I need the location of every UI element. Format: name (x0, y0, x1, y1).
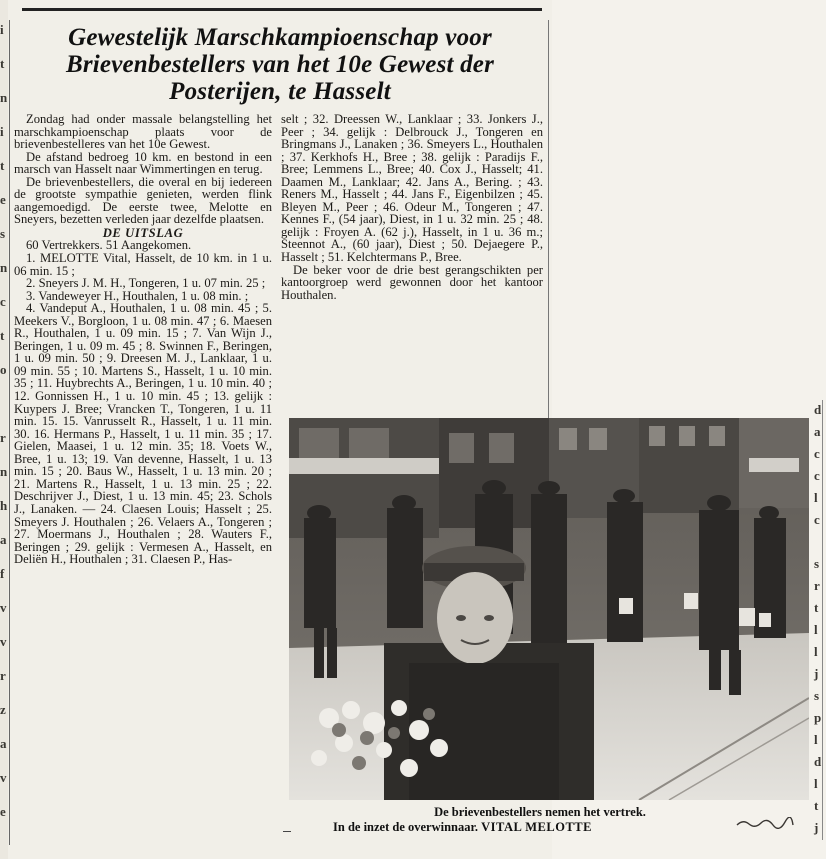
margin-fragment: f (0, 566, 5, 581)
caption-line-2-prefix: In de inzet de overwinnaar. (333, 820, 479, 834)
margin-fragment: a (814, 424, 821, 439)
trophy-paragraph: De beker voor de drie best gerangschikten per kantoorgroep werd gewonnen door het kantoor Houthalen. (281, 262, 543, 302)
margin-fragment: j (814, 820, 819, 835)
headline-line-3: Posterijen, te Hasselt (169, 78, 391, 105)
photographer-signature-mark-icon (735, 817, 795, 829)
article-headline (14, 24, 546, 105)
margin-fragment: e (0, 804, 6, 819)
right-margin-text-fragments (812, 400, 826, 859)
result-entries-32-51: selt ; 32. Dreessen W., Lanklaar ; 33. Jonkers J., Peer ; 34. gelijk : Delbrouck J., Tongeren en Bringmans J., Lanaken ; 36. Smeyers L., Houthalen ; 37. Kerkhofs H., Bree ; 38. gelijk : Paradijs F., Bree; Lemmens L., Bree; 40. Cox J., Hasselt; 41. Daamen M., Lanklaar; 42. Jans A., Bering. ; 43. Reners M., Hasselt ; 44. Jans F., Eigenbilzen ; 45. Bleyen M., Peer ; 46. Odeur M., Tongeren ; 47. Kennes F., (54 jaar), Diest, in 1 u. 32 min. 25 ; 48. gelijk : Froyen A. (62 j.), Hasselt, in 1 u. 36 m.; Steennot A., (60 jaar), Diest ; 50. Dejaegere P., Hasselt ; 51. Kelchtermans P., Bree. (281, 112, 543, 265)
headline-line-2: Brievenbestellers van het 10e Gewest der (65, 51, 495, 78)
margin-fragment: r (0, 430, 6, 445)
margin-fragment: v (0, 600, 7, 615)
result-entry-2: 2. Sneyers J. M. H., Tongeren, 1 u. 07 min. 25 ; (26, 276, 266, 291)
margin-fragment: c (0, 294, 6, 309)
intro-paragraph-2: De afstand bedroeg 10 km. en bestond in een marsch van Hasselt naar Wimmertingen en terug. (14, 149, 272, 177)
margin-fragment: s (814, 688, 820, 703)
intro-paragraph-3: De brievenbestellers, die overal en bij iedereen de grootste sympathie genieten, werden flink aangemoedigd. De eerste twee, Melotte en Sneyers, bezetten verleden jaar dezelfde plaatsen. (14, 174, 272, 227)
margin-fragment: a (0, 532, 7, 547)
margin-fragment: c (814, 446, 820, 461)
parade-photo (289, 418, 809, 800)
result-entries-4-31: 4. Vandeput A., Houthalen, 1 u. 08 min. 45 ; 5. Meekers V., Borgloon, 1 u. 08 min. 47 ; 6. Maesen R., Houthalen, 1 u. 09 min. 15 ; 7. Van Wijn J., Beringen, 1 u. 09 m. 45 ; 8. Swinnen F., Beringen, 1 u. 09 min. 50 ; 9. Dreesen M. J., Lanklaar, 1 u. 09 min. 55 ; 10. Martens S., Hasselt, 1 u. 10 min. 35 ; 11. Huybrechts A., Beringen, 1 u. 10 min. 40 ; 12. Gonnissen H., 1 u. 10 min. 45 ; 13. gelijk : Kuypers J. Bree; Vrancken T., Tongeren, 1 u. 11 min. 15. 15. Vanrusselt R., Hasselt, 1 u. 11 min. 30. 16. Hermans P., Hasselt, 1 u. 11 min. 35 ; 17. Gielen, Maasei, 1 u. 12 min. 35; 18. Voets W., Bree, 1 u. 13; 19. Van devenne, Hasselt, 1 u. 13 min. 15 ; 20. Baus W., Hasselt, 1 u. 13 min. 20 ; 21. Martens R., Hasselt, 1 u. 13 min. 25 ; 22. Deschrijver J., Diest, 1 u. 13 min. 45; 23. Schols J., Lanaken. — 24. Claesen Louis; Hasselt ; 25. Smeyers J. Houthalen ; 26. Velaers A., Tongeren ; 27. Moermans J., Houthalen ; 28. Wauters F., Beringen ; 29. gelijk : Vermesen A., Hasselt, en Deliën H., Houthalen ; 31. Claesen P., Has- (14, 301, 272, 567)
article-column-2 (281, 113, 543, 301)
margin-fragment: e (0, 192, 6, 207)
photo-illustration (289, 418, 809, 800)
top-rule (22, 8, 542, 11)
margin-fragment: j (814, 666, 819, 681)
margin-fragment: d (814, 402, 822, 417)
results-summary: 60 Vertrekkers. 51 Aangekomen. (26, 238, 192, 253)
margin-fragment: i (0, 124, 4, 139)
margin-fragment: r (814, 578, 820, 593)
margin-fragment: t (0, 158, 5, 173)
margin-fragment: a (0, 736, 7, 751)
headline-line-1: Gewestelijk Marschkampioenschap voor (68, 24, 492, 51)
column-rule-far-right (822, 400, 823, 840)
margin-fragment: p (814, 710, 822, 725)
column-end-dash (283, 831, 291, 832)
margin-fragment: l (814, 644, 818, 659)
margin-fragment: c (814, 512, 820, 527)
margin-fragment: z (0, 702, 6, 717)
margin-fragment: v (0, 770, 7, 785)
left-margin-text-fragments (0, 0, 8, 859)
margin-fragment: n (0, 90, 8, 105)
margin-fragment: i (0, 22, 4, 37)
result-entry-1: 1. MELOTTE Vital, Hasselt, de 10 km. in 1 u. 06 min. 15 ; (14, 251, 272, 278)
caption-winner-name: VITAL MELOTTE (481, 820, 592, 834)
photo-caption (300, 805, 780, 835)
results-heading: DE UITSLAG (102, 225, 184, 240)
margin-fragment: t (0, 56, 5, 71)
article-column-1 (14, 113, 272, 566)
caption-line-1: De brievenbestellers nemen het vertrek. (434, 805, 646, 819)
column-rule-left (9, 20, 10, 845)
margin-fragment: l (814, 622, 818, 637)
margin-fragment: s (0, 226, 6, 241)
column-rule-right (548, 20, 549, 430)
margin-fragment: c (814, 468, 820, 483)
caption-line-2 (300, 820, 780, 835)
margin-fragment: l (814, 776, 818, 791)
margin-fragment: l (814, 732, 818, 747)
margin-fragment: n (0, 464, 8, 479)
margin-fragment: r (0, 668, 6, 683)
margin-fragment: t (814, 600, 819, 615)
margin-fragment: v (0, 634, 7, 649)
margin-fragment: t (814, 798, 819, 813)
margin-fragment: l (814, 490, 818, 505)
margin-fragment: h (0, 498, 8, 513)
margin-fragment: s (814, 556, 820, 571)
margin-fragment: n (0, 260, 8, 275)
margin-fragment: t (0, 328, 5, 343)
intro-paragraph-1: Zondag had onder massale belangstelling het marschkampioenschap plaats voor de brievenbestelleres van het 10e Gewest. (14, 112, 272, 152)
margin-fragment: o (0, 362, 7, 377)
margin-fragment: d (814, 754, 822, 769)
result-entry-3: 3. Vandeweyer H., Houthalen, 1 u. 08 min. ; (26, 288, 249, 303)
